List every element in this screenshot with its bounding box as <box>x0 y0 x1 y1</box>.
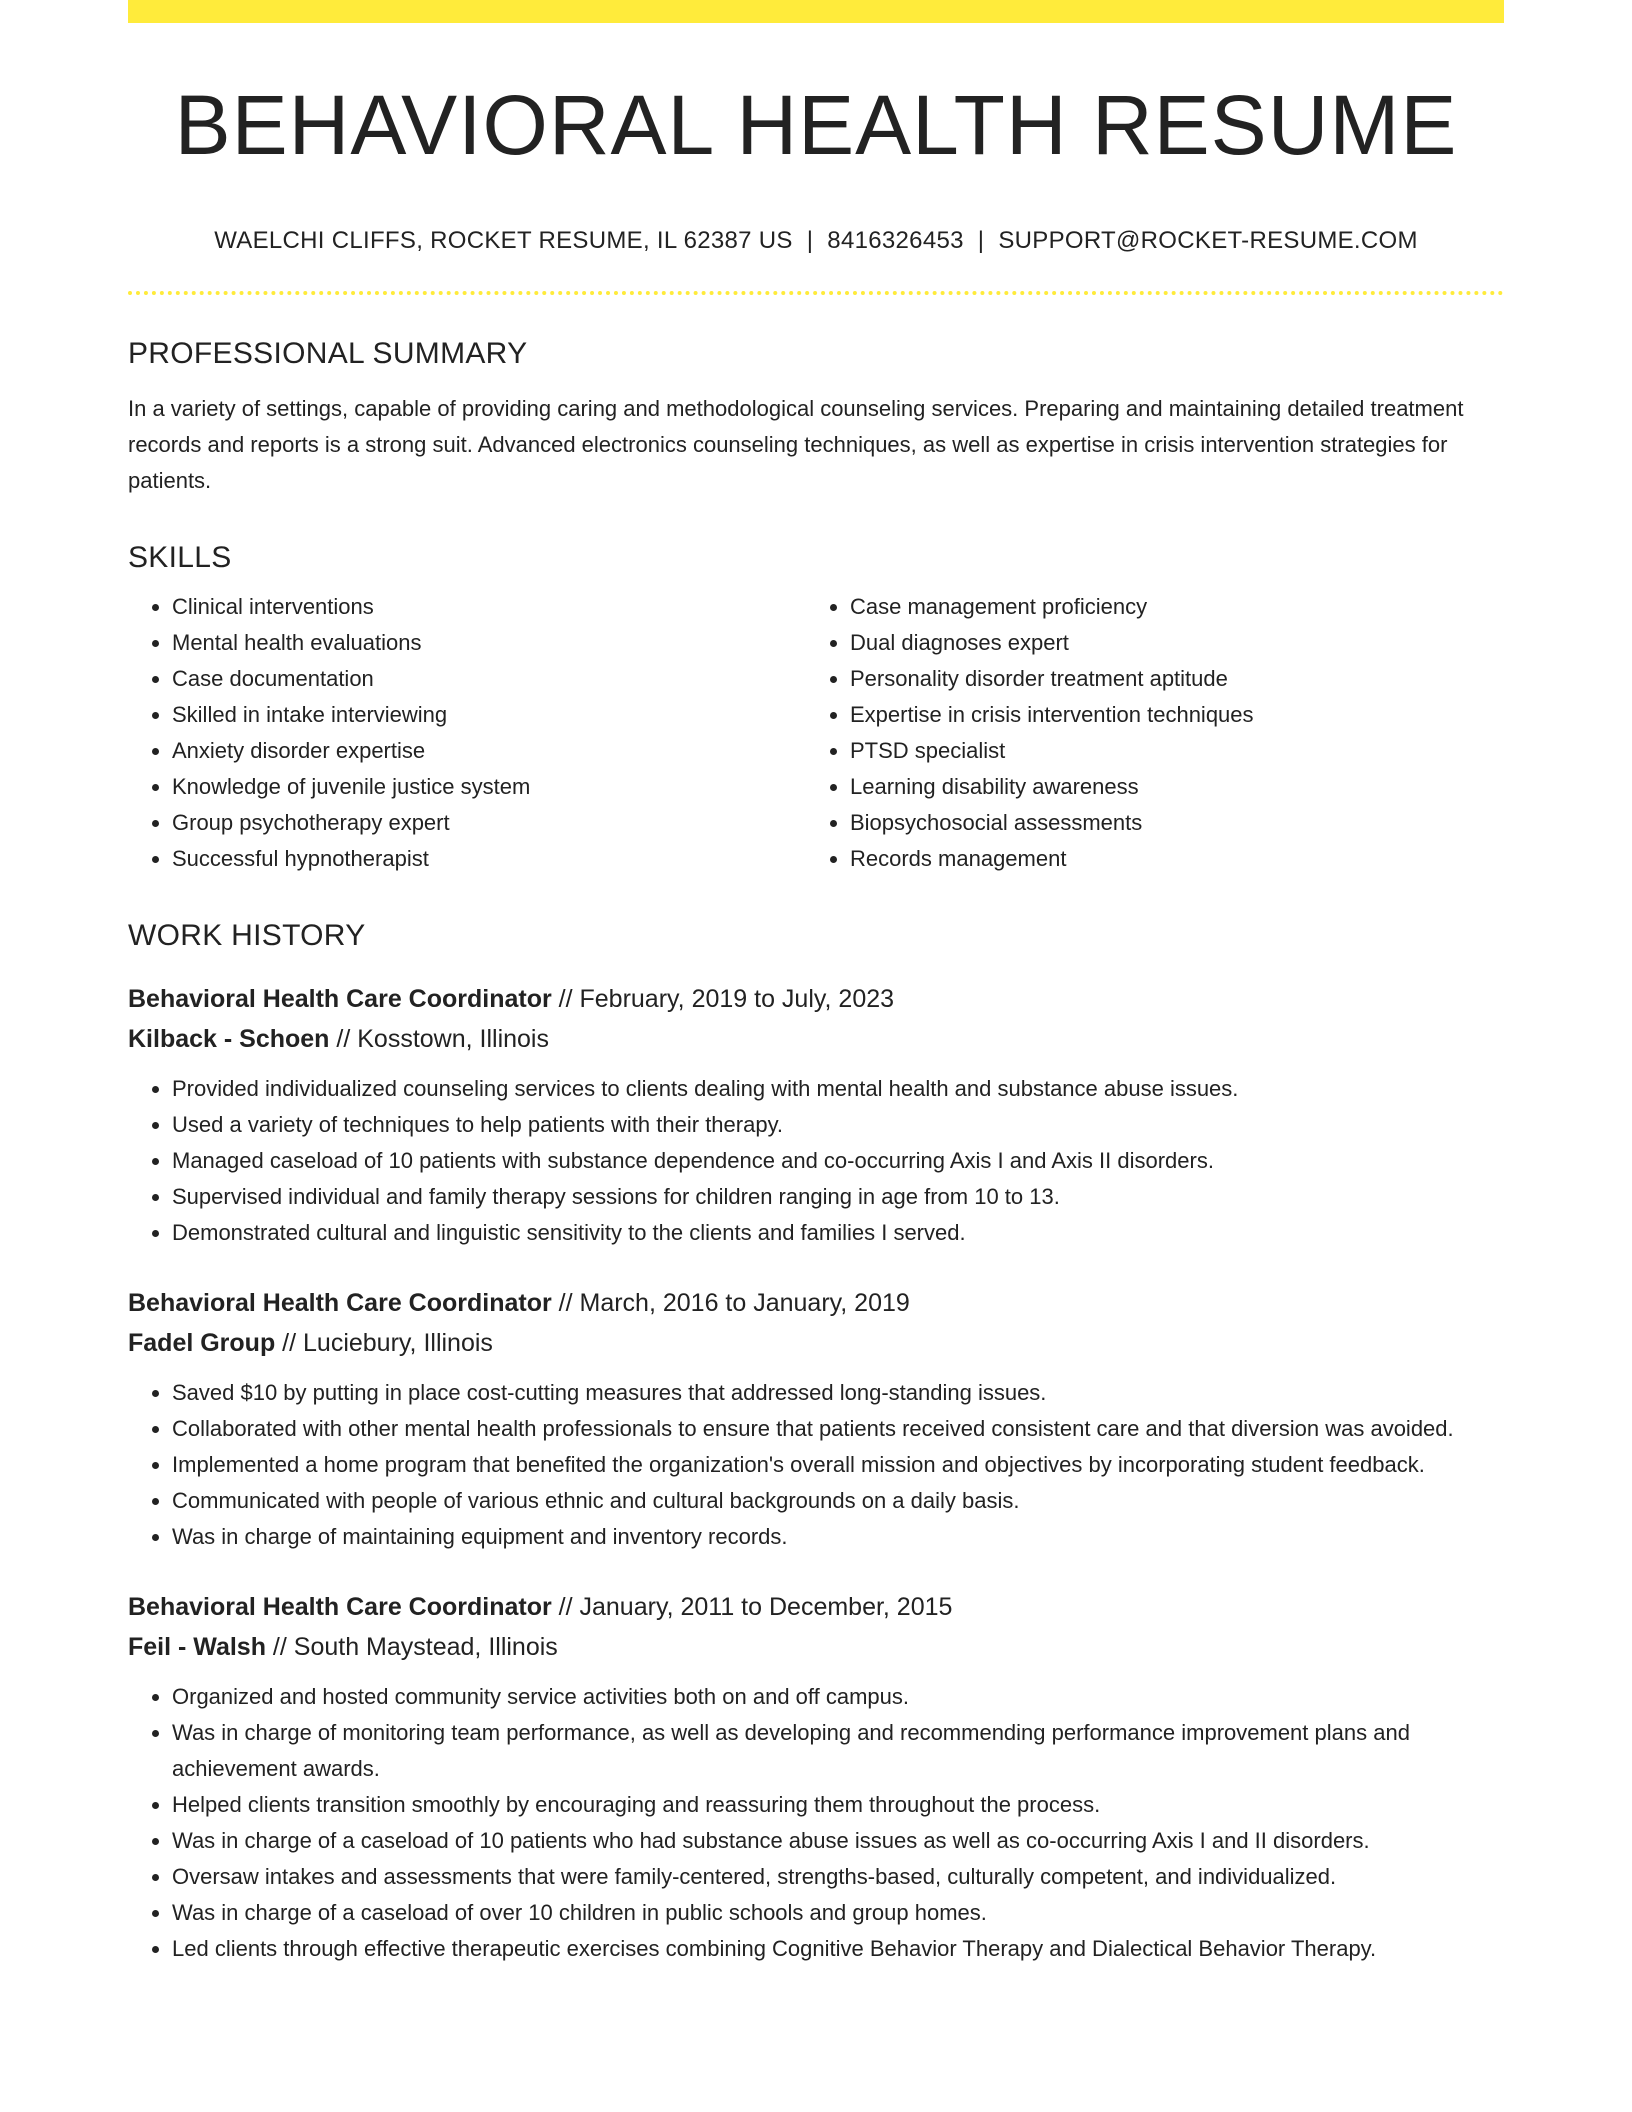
work-history-heading: WORK HISTORY <box>128 919 366 952</box>
job-bullet: • Managed caseload of 10 patients with substance dependence and co-occurring Axis I and Axis II disorders. <box>172 1143 1504 1179</box>
skill-item: • Personality disorder treatment aptitude <box>850 661 1504 697</box>
job-company-line <box>128 1627 1504 1667</box>
contact-email[interactable]: SUPPORT@ROCKET-RESUME.COM <box>998 227 1418 254</box>
job-dates: // March, 2016 to January, 2019 <box>551 1289 910 1317</box>
skill-item: • Mental health evaluations <box>172 625 806 661</box>
job-bullet: • Was in charge of a caseload of over 10 children in public schools and group homes. <box>172 1895 1504 1931</box>
resume-title: BEHAVIORAL HEALTH RESUME <box>174 78 1458 172</box>
job-entry <box>128 1283 1504 1555</box>
accent-top-bar <box>128 0 1504 23</box>
job-title-line <box>128 1283 1504 1323</box>
job-bullet: • Provided individualized counseling services to clients dealing with mental health and substance abuse issues. <box>172 1071 1504 1107</box>
job-company: Fadel Group <box>128 1329 276 1357</box>
job-bullet: • Collaborated with other mental health professionals to ensure that patients received consistent care and that diversion was avoided. <box>172 1411 1504 1447</box>
job-bullet: • Was in charge of maintaining equipment and inventory records. <box>172 1519 1504 1555</box>
job-company-line <box>128 1323 1504 1363</box>
contact-address: WAELCHI CLIFFS, ROCKET RESUME, IL 62387 US <box>214 227 793 254</box>
contact-phone: 8416326453 <box>827 227 964 254</box>
job-title-line <box>128 979 1504 1019</box>
skill-item: • Clinical interventions <box>172 589 806 625</box>
skill-item: • Expertise in crisis intervention techniques <box>850 697 1504 733</box>
contact-separator: | <box>806 227 814 254</box>
contact-line <box>128 227 1504 255</box>
resume-page <box>128 0 1504 1967</box>
contact-separator: | <box>977 227 985 254</box>
job-bullet: • Demonstrated cultural and linguistic sensitivity to the clients and families I served. <box>172 1215 1504 1251</box>
job-location: // Kosstown, Illinois <box>329 1025 549 1053</box>
skill-item: • Skilled in intake interviewing <box>172 697 806 733</box>
job-bullet: • Supervised individual and family therapy sessions for children ranging in age from 10 to 13. <box>172 1179 1504 1215</box>
job-bullet: • Used a variety of techniques to help patients with their therapy. <box>172 1107 1504 1143</box>
job-bullet: • Was in charge of monitoring team performance, as well as developing and recommending performance improvement plans and achievement awards. <box>172 1715 1504 1787</box>
job-bullet: • Led clients through effective therapeutic exercises combining Cognitive Behavior Therapy and Dialectical Behavior Therapy. <box>172 1931 1504 1967</box>
skills-heading: SKILLS <box>128 541 232 574</box>
job-bullet: • Communicated with people of various ethnic and cultural backgrounds on a daily basis. <box>172 1483 1504 1519</box>
job-company: Kilback - Schoen <box>128 1025 330 1053</box>
skill-item: • PTSD specialist <box>850 733 1504 769</box>
dotted-divider <box>128 291 1504 295</box>
skill-item: • Group psychotherapy expert <box>172 805 806 841</box>
skill-item: • Knowledge of juvenile justice system <box>172 769 806 805</box>
skill-item: • Successful hypnotherapist <box>172 841 806 877</box>
job-role: Behavioral Health Care Coordinator <box>128 1593 552 1621</box>
skills-column-left <box>128 589 806 877</box>
job-bullets <box>128 1375 1504 1555</box>
job-title-line <box>128 1587 1504 1627</box>
job-bullet: • Was in charge of a caseload of 10 patients who had substance abuse issues as well as co-occurring Axis I and II disorders. <box>172 1823 1504 1859</box>
skill-item: • Case management proficiency <box>850 589 1504 625</box>
skill-item: • Learning disability awareness <box>850 769 1504 805</box>
job-location: // Luciebury, Illinois <box>275 1329 493 1357</box>
job-location: // South Maystead, Illinois <box>265 1633 558 1661</box>
job-role: Behavioral Health Care Coordinator <box>128 985 552 1013</box>
skill-item: • Biopsychosocial assessments <box>850 805 1504 841</box>
job-bullet: • Implemented a home program that benefited the organization's overall mission and objectives by incorporating student feedback. <box>172 1447 1504 1483</box>
job-entry <box>128 979 1504 1251</box>
skills-column-right <box>806 589 1504 877</box>
job-company: Feil - Walsh <box>128 1633 266 1661</box>
summary-heading: PROFESSIONAL SUMMARY <box>128 337 528 370</box>
job-role: Behavioral Health Care Coordinator <box>128 1289 552 1317</box>
job-bullet: • Oversaw intakes and assessments that were family-centered, strengths-based, culturally competent, and individualized. <box>172 1859 1504 1895</box>
job-bullet: • Saved $10 by putting in place cost-cutting measures that addressed long-standing issues. <box>172 1375 1504 1411</box>
job-company-line <box>128 1019 1504 1059</box>
job-dates: // January, 2011 to December, 2015 <box>551 1593 953 1621</box>
skill-item: • Records management <box>850 841 1504 877</box>
summary-text: In a variety of settings, capable of providing caring and methodological counseling services. Preparing and maintaining detailed treatment records and reports is a strong suit. Advanced electronics counseling techniques, as well as expertise in crisis intervention strategies for patients. <box>128 396 1464 493</box>
skills-list <box>128 589 1504 877</box>
skill-item: • Dual diagnoses expert <box>850 625 1504 661</box>
job-bullet: • Organized and hosted community service activities both on and off campus. <box>172 1679 1504 1715</box>
job-bullets <box>128 1679 1504 1967</box>
job-entry <box>128 1587 1504 1967</box>
job-bullets <box>128 1071 1504 1251</box>
skill-item: • Case documentation <box>172 661 806 697</box>
job-dates: // February, 2019 to July, 2023 <box>551 985 895 1013</box>
job-bullet: • Helped clients transition smoothly by encouraging and reassuring them throughout the process. <box>172 1787 1504 1823</box>
skill-item: • Anxiety disorder expertise <box>172 733 806 769</box>
